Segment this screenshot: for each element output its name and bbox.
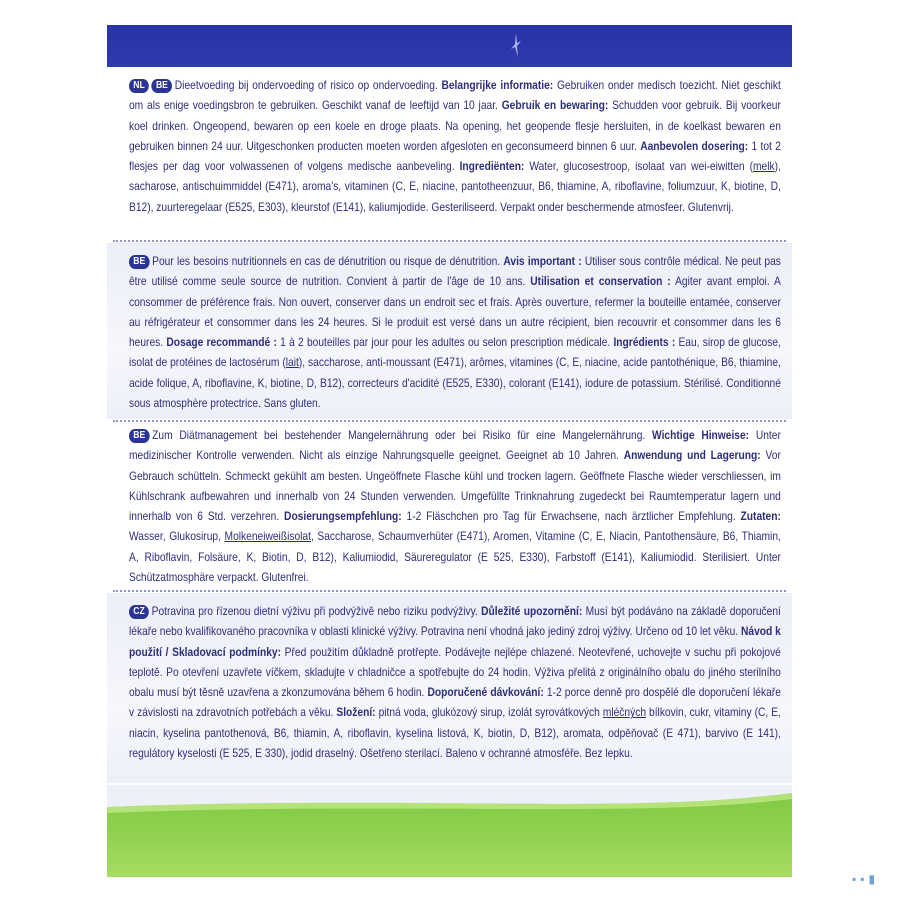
section-divider xyxy=(113,420,786,422)
allergen-milk: melk xyxy=(753,159,775,174)
product-label xyxy=(107,25,792,877)
lang-badge-nl: NL xyxy=(129,79,149,93)
section-french xyxy=(107,243,792,419)
section-german xyxy=(107,425,792,587)
bottom-green-band xyxy=(107,785,792,877)
section-divider xyxy=(113,590,786,592)
dutch-text: NL BE Dieetvoeding bij ondervoeding of risico op ondervoeding. Belangrijke informatie: Gebruiken onder medisch toezicht. Niet geschikt om als enige voedingsbron te gebruiken. Geschikt vanaf de leeftijd van 10 jaar. Gebruik en bewaring: Schudden voor gebruik. Bij voorkeur koel drinken. Ongeopend, bewaren op een koele en droge plaats. Na opening, het geopende flesje hersluiten, in de koelkast bewaren en gebruiken binnen 24 uur. Uitgeschonken producten moeten worden afgesloten en geconsumeerd binnen 6 uur. Aanbevolen dosering: 1 tot 2 flesjes per dag voor volwassenen of volgens medische aanbeveling. Ingrediënten: Water, glucosestroop, isolaat van wei-eiwitten (melk), sacharose, antischuimmiddel (E471), aroma's, vitaminen (C, E, niacine, pantotheenzuur, B6, thiamine, A, riboflavine, foliumzuur, K, biotine, D, B12), zuurteregelaar (E525, E303), kleurstof (E141), kaliumjodide. Gesteriliseerd. Verpakt onder beschermende atmosfeer. Glutenvrij. xyxy=(129,78,781,214)
french-text: BE Pour les besoins nutritionnels en cas de dénutrition ou risque de dénutrition. Avis important : Utiliser sous contrôle médical. Ne peut pas être utilisé comme seule source de nutrition. Convient à partir de l'âge de 10 ans. Utilisation et conservation : Agiter avant emploi. A consommer de préférence frais. Non ouvert, conserver dans un endroit sec et frais. Après ouverture, refermer la bouteille entamée, conserver au réfrigérateur et consommer dans les 24 heures. Si le produit est versé dans un autre récipient, bien recouvrir et consommer dans les 6 heures. Dosage recommandé : 1 à 2 bouteilles par jour pour les adultes ou selon prescription médicale. Ingrédients : Eau, sirop de glucose, isolat de protéines de lactosérum (lait), saccharose, anti-moussant (E471), arômes, vitamines (C, E, niacine, acide pantothénique, B6, thiamine, acide folique, A, riboflavine, K, biotine, D, B12), correcteurs d'acidité (E525, E330), colorant (E141), iodure de potassium. Stérilisé. Conditionné sous atmosphère protectrice. Sans gluten. xyxy=(129,254,781,411)
section-divider xyxy=(113,240,786,242)
czech-text: CZ Potravina pro řízenou dietní výživu při podvýživě nebo riziku podvýživy. Důležité upozornění: Musí být podáváno na základě doporučení lékaře nebo kvalifikovaného pracovníka v oblasti klinické výživy. Potravina není vhodná jako jediný zdroj výživy. Určeno od 10 let věku. Návod k použití / Skladovací podmínky: Před použitím důkladně protřepte. Podávejte nejlépe chlazené. Neotevřené, uchovejte v suchu při pokojové teplotě. Po otevření uzavřete víčkem, skladujte v chladničce a spotřebujte do 24 hodin. Výživa přelitá z originálního obalu do jiného sterilního obalu musí být těsně uzavřena a zkonzumována během 6 hodin. Doporučené dávkování: 1-2 porce denně pro dospělé dle doporučení lékaře v závislosti na zdravotních potřebách a věku. Složení: pitná voda, glukózový sirup, izolát syrovátkových mléčných bílkovin, cukr, vitaminy (C, E, niacin, kyselina pantothenová, B6, thiamin, A, riboflavin, kyselina listová, K, biotin, D, B12), aromata, odpěňovač (E 471), barvivo (E 141), regulátory kyselosti (E 525, E 330), jodid draselný. Ošetřeno sterilací. Baleno v ochranné atmosféře. Bez lepku. xyxy=(129,604,781,761)
lang-badge-be: BE xyxy=(152,79,173,93)
section-czech xyxy=(107,593,792,783)
allergen-molke: Molkeneiweißisolat xyxy=(224,529,311,544)
german-text: BE Zum Diätmanagement bei bestehender Mangelernährung oder bei Risiko für eine Mangelernährung. Wichtige Hinweise: Unter medizinischer Kontrolle verwenden. Nicht als einzige Nahrungsquelle geeignet. Geeignet ab 10 Jahren. Anwendung und Lagerung: Vor Gebrauch schütteln. Schmeckt gekühlt am besten. Ungeöffnete Flasche kühl und trocken lagern. Geöffnete Flasche wieder verschliessen, im Kühlschrank aufbewahren und innerhalb von 24 Stunden verwenden. Umgefüllte Trinknahrung zugedeckt bei Raumtemperatur lagern und innerhalb von 6 Std. verzehren. Dosierungsempfehlung: 1-2 Fläschchen pro Tag für Erwachsene, nach ärztlicher Empfehlung. Zutaten: Wasser, Glukosirup, Molkeneiweißisolat, Saccharose, Schaumverhüter (E471), Aromen, Vitamine (C, E, Niacin, Pantothensäure, B6, Thiamin, A, Riboflavin, Folsäure, K, Biotin, D, B12), Kaliumiodid, Säureregulator (E 525, E330), Farbstoff (E141), Kaliumiodid. Sterilisiert. Unter Schützatmosphäre verpackt. Glutenfrei. xyxy=(129,428,781,585)
allergen-mlecnych: mléčných xyxy=(602,705,647,720)
top-blue-band xyxy=(107,25,792,67)
lang-badge-be: BE xyxy=(129,429,150,443)
wave-decoration-icon xyxy=(107,785,792,825)
section-dutch xyxy=(107,75,792,217)
allergen-lait: lait xyxy=(285,355,299,370)
sparkle-icon xyxy=(509,31,523,59)
corner-decoration-icon: ▪▪▮ xyxy=(852,872,880,886)
lang-badge-be: BE xyxy=(129,255,150,269)
lang-badge-cz: CZ xyxy=(129,605,149,619)
